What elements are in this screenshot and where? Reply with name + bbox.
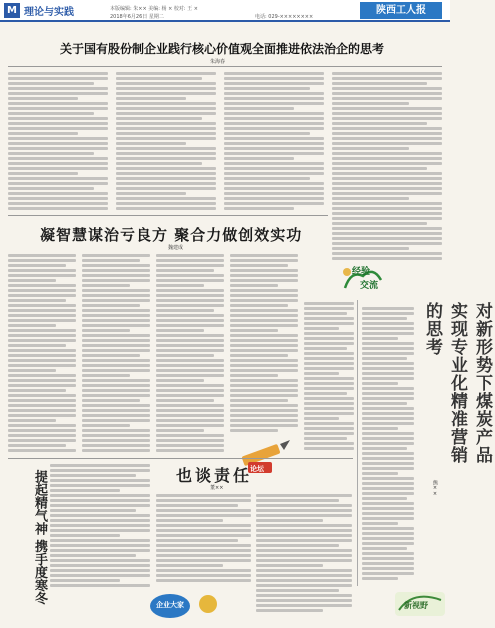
new-vision-tag: 新视野 [404,600,428,610]
article3-author: 熊×× [432,480,438,497]
article1-title: 关于国有股份制企业践行核心价值观全面推进依法治企的思考 [60,42,385,56]
article2-column-1 [8,252,76,452]
emblem-text-2: 交流 [360,281,379,291]
article1-column-4 [332,70,442,260]
forum-tag: 论坛 [250,465,264,473]
divider [8,215,328,216]
enterprise-tag: 企业大家 [156,601,184,609]
article5-column-1 [156,492,251,586]
article2-column-5 [304,300,354,450]
divider [8,458,353,459]
emblem-text-1: 经验 [352,267,371,277]
article2-column-3 [156,252,224,452]
article2-column-2 [82,252,150,452]
date-meta: 2018年6月26日 星期二 [110,14,164,20]
article1-column-1 [8,70,108,210]
editor-meta: 本版编辑: 朱×× 美编: 杨 × 校对: 王 × [110,6,198,12]
page-letter-badge: M [4,3,20,18]
article3-body [362,305,414,583]
article5-title: 也谈责任 [176,466,253,485]
article4-title: 提起精气神 携手度寒冬 [32,470,47,605]
article5-author: 董×× [210,485,224,491]
phone-meta: 电话: 029-×××××××× [255,14,314,20]
article2-title: 凝智慧谋治亏良方 聚合力做创效实功 [40,226,303,244]
article2-author: 魏建成 [168,245,184,251]
article3-title: 对新形势下煤炭产品实现专业化精准营销的思考 [422,302,492,464]
article5-column-2 [256,492,352,620]
article4-body [50,462,150,590]
article2-column-4 [230,252,298,432]
divider [8,66,442,67]
article1-column-3 [224,70,324,210]
article1-author: 朱海春 [210,59,226,65]
newspaper-logo: 陕西工人报 [360,2,442,19]
section-title: 理论与实践 [24,7,74,18]
article1-column-2 [116,70,216,210]
